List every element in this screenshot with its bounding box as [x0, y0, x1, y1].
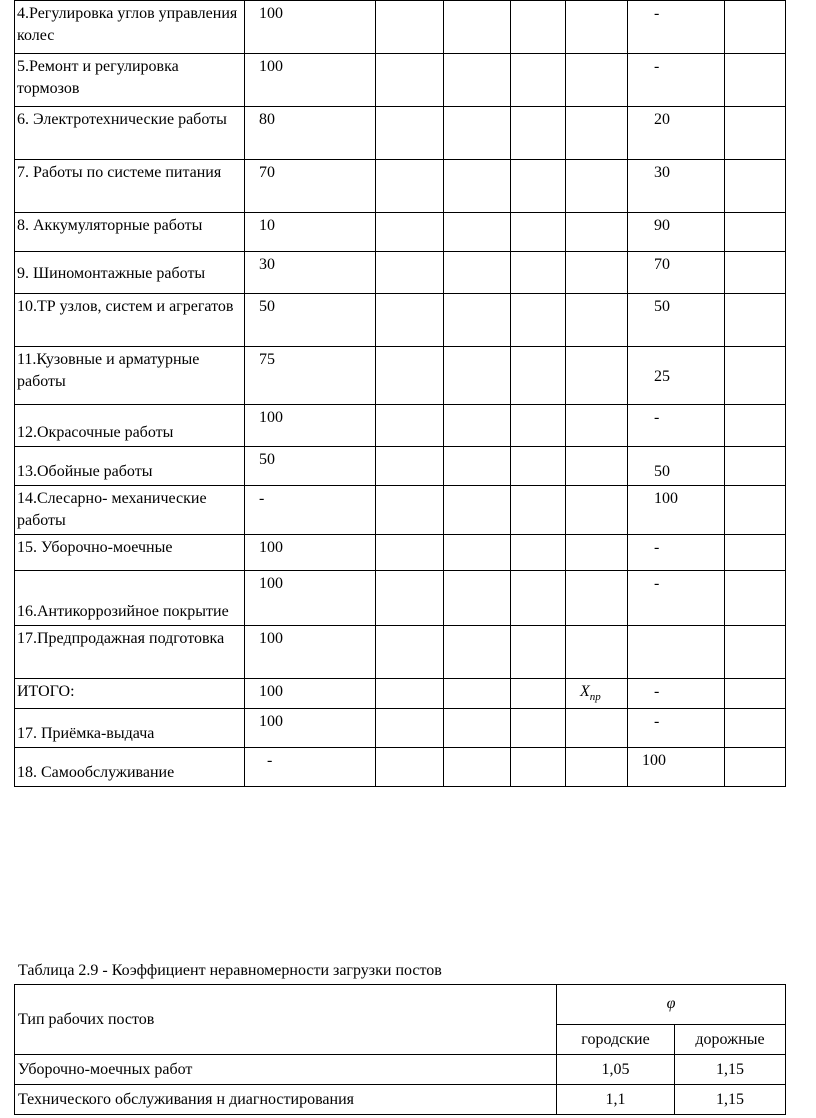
table-row: [15, 347, 786, 405]
value-2: 20: [628, 107, 725, 160]
value-2: 70: [628, 252, 725, 294]
table-row: [15, 54, 786, 107]
table-row: [15, 107, 786, 160]
table-row: [15, 405, 786, 447]
city-value: 1,1: [557, 1085, 675, 1115]
row-name: 9. Шиномонтажные работы: [15, 252, 245, 294]
road-value: 1,15: [675, 1055, 786, 1085]
table-row: [15, 213, 786, 252]
col-type-header: Тип рабочих постов: [15, 985, 557, 1055]
table-row: [15, 486, 786, 535]
road-header: дорожные: [675, 1025, 786, 1055]
table-header-row: [15, 985, 786, 1025]
row-name: 4.Регулировка углов управления колес: [15, 1, 245, 54]
row-name: 7. Работы по системе питания: [15, 160, 245, 213]
value-2: 100: [628, 486, 725, 535]
row-name: 16.Антикоррозийное покрытие: [15, 571, 245, 626]
row-name: 15. Уборочно-моечные: [15, 535, 245, 571]
value-1: 100: [245, 626, 376, 679]
table-row: [15, 447, 786, 486]
table-row: [15, 1085, 786, 1115]
value-2: -: [628, 679, 725, 709]
value-1: -: [245, 486, 376, 535]
xpr-symbol: [566, 679, 628, 709]
row-name: ИТОГО:: [15, 679, 245, 709]
value-2: -: [628, 535, 725, 571]
value-2: 50: [628, 447, 725, 486]
value-2: 90: [628, 213, 725, 252]
value-1: 50: [245, 447, 376, 486]
row-name: 12.Окрасочные работы: [15, 405, 245, 447]
value-2: -: [628, 571, 725, 626]
row-name: 17. Приёмка-выдача: [15, 709, 245, 748]
xpr-main: X: [580, 683, 590, 700]
value-1: 10: [245, 213, 376, 252]
table-row: [15, 535, 786, 571]
work-distribution-table: [14, 0, 786, 787]
row-name: 18. Самообслуживание: [15, 748, 245, 787]
table-row: [15, 626, 786, 679]
table-row: [15, 1055, 786, 1085]
table-row: [15, 1, 786, 54]
value-2: -: [628, 1, 725, 54]
value-1: 100: [245, 1, 376, 54]
value-1: 30: [245, 252, 376, 294]
value-2: -: [628, 405, 725, 447]
value-2: 50: [628, 294, 725, 347]
row-name: 5.Ремонт и регулировка тормозов: [15, 54, 245, 107]
table-row: [15, 679, 786, 709]
value-2: 25: [628, 347, 725, 405]
row-name: 10.ТР узлов, систем и агрегатов: [15, 294, 245, 347]
table-caption: Таблица 2.9 - Коэффициент неравномерности загрузки постов: [18, 962, 442, 979]
value-1: 100: [245, 709, 376, 748]
value-1: 100: [245, 571, 376, 626]
row-name: 6. Электротехнические работы: [15, 107, 245, 160]
load-coefficient-table: [14, 984, 786, 1115]
value-2: 100: [628, 748, 725, 787]
table-row: [15, 160, 786, 213]
table-row: [15, 294, 786, 347]
row-name: Уборочно-моечных работ: [15, 1055, 557, 1085]
row-name: Технического обслуживания н диагностирования: [15, 1085, 557, 1115]
table-row: [15, 709, 786, 748]
road-value: 1,15: [675, 1085, 786, 1115]
row-name: 13.Обойные работы: [15, 447, 245, 486]
value-1: 100: [245, 535, 376, 571]
value-1: 50: [245, 294, 376, 347]
row-name: 11.Кузовные и арматурные работы: [15, 347, 245, 405]
row-name: 14.Слесарно- механические работы: [15, 486, 245, 535]
value-1: -: [245, 748, 376, 787]
city-value: 1,05: [557, 1055, 675, 1085]
value-2: -: [628, 709, 725, 748]
table-row: [15, 252, 786, 294]
value-2: -: [628, 54, 725, 107]
phi-header: φ: [557, 985, 786, 1025]
value-1: 75: [245, 347, 376, 405]
value-1: 70: [245, 160, 376, 213]
table-row: [15, 748, 786, 787]
table-row: [15, 571, 786, 626]
value-1: 80: [245, 107, 376, 160]
value-2: 30: [628, 160, 725, 213]
value-1: 100: [245, 405, 376, 447]
city-header: городские: [557, 1025, 675, 1055]
xpr-subscript: пр: [589, 691, 601, 704]
value-1: 100: [245, 679, 376, 709]
row-name: 8. Аккумуляторные работы: [15, 213, 245, 252]
value-1: 100: [245, 54, 376, 107]
row-name: 17.Предпродажная подготовка: [15, 626, 245, 679]
